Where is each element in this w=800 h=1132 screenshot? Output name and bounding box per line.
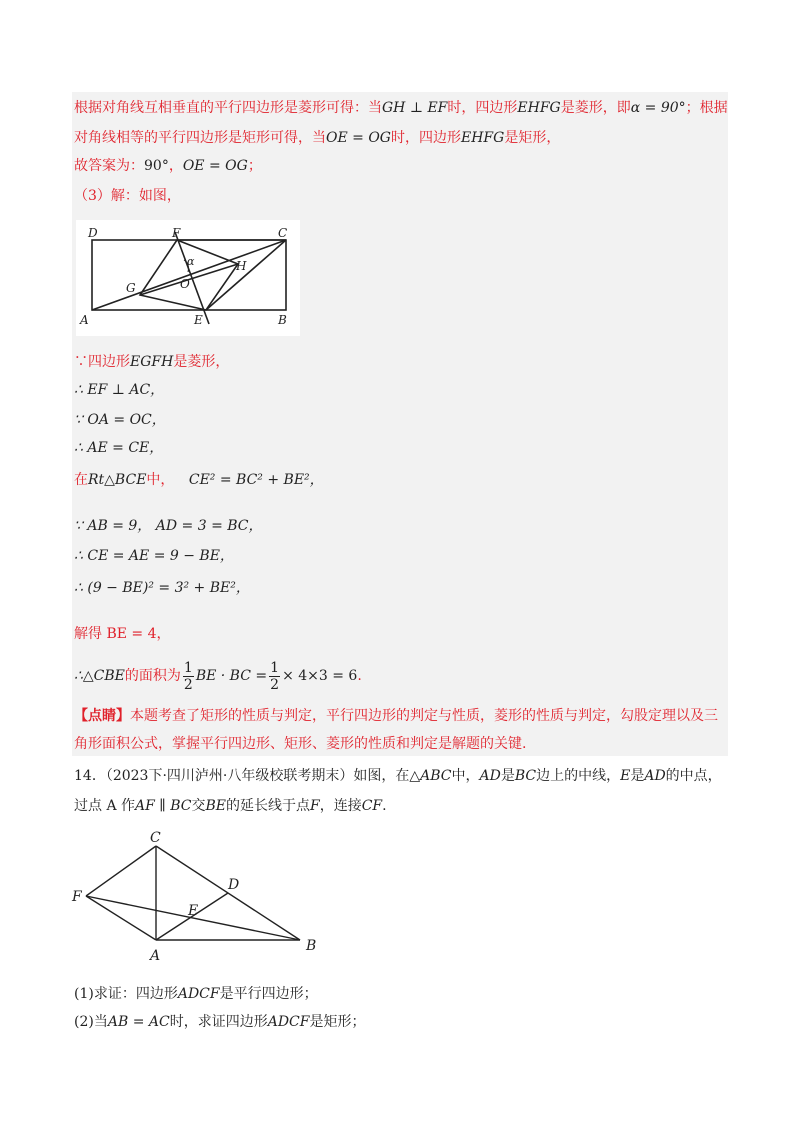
label-f: F [72, 889, 82, 905]
label-d: D [88, 226, 98, 240]
math-gh-perp-ef: GH ⊥ EF [382, 100, 448, 116]
label-o: O [180, 277, 190, 291]
label-b: B [278, 313, 287, 327]
step-1: ∵四边形EGFH是菱形， [74, 354, 230, 370]
part3-heading: （3）解：如图， [74, 188, 181, 204]
step-2: ∴ EF ⊥ AC， [74, 382, 165, 398]
step-7: ∴ CE = AE = 9 − BE， [74, 548, 234, 564]
label-b: B [306, 938, 317, 954]
question-1: (1)求证：四边形ADCF是平行四边形； [74, 986, 318, 1002]
step-5: 在Rt△BCE中， CE² = BC² + BE²， [74, 472, 324, 488]
label-alpha: α [187, 255, 195, 268]
question-2: (2)当AB = AC时，求证四边形ADCF是矩形； [74, 1014, 366, 1030]
step-6: ∵ AB = 9， AD = 3 = BC， [74, 518, 263, 534]
label-c: C [150, 830, 161, 846]
solution-para1: 根据对角线互相垂直的平行四边形是菱形可得：当GH ⊥ EF时，四边形EHFG是菱形，即α = 90°；根据 [74, 100, 728, 116]
label-h: H [236, 259, 247, 273]
label-e: E [188, 903, 199, 919]
label-f: F [172, 226, 181, 240]
rectangle-rhombus-figure [76, 220, 300, 336]
label-c: C [278, 226, 288, 240]
label-a: A [80, 313, 89, 327]
comment-line1: 【点睛】本题考查了矩形的性质与判定，平行四边形的判定与性质，菱形的性质与判定，勾股定理以及三 [74, 708, 718, 724]
triangle-abc-figure [70, 826, 330, 970]
step-3: ∵ OA = OC， [74, 412, 166, 428]
problem14-line2: 过点 A 作AF ∥ BC交BE的延长线于点F，连接CF. [74, 798, 387, 814]
label-g: G [126, 281, 136, 295]
step-4: ∴ AE = CE， [74, 440, 164, 456]
label-d: D [228, 877, 240, 893]
label-e: E [194, 313, 203, 327]
segment-fc [86, 846, 156, 896]
problem14-line1: 14．（2023下·四川泸州·八年级校联考期末）如图，在△ABC中，AD是BC边上的中线，E是AD的中点， [74, 768, 722, 784]
step-8: ∴ (9 − BE)² = 3² + BE²， [74, 580, 250, 596]
label-a: A [150, 948, 161, 964]
step-9: 解得 BE = 4， [74, 626, 171, 642]
solution-para2: 对角线相等的平行四边形是矩形可得，当OE = OG时，四边形EHFG是矩形， [74, 130, 561, 146]
answer-line: 故答案为：90°，OE = OG； [74, 158, 262, 174]
step-10: ∴△CBE的面积为 $\frac{1}{2}$ BE · BC = $\frac{1}{2}$ × 4×3 = 6. [74, 659, 362, 693]
comment-line2: 角形面积公式，掌握平行四边形、矩形、菱形的性质和判定是解题的关键. [74, 736, 527, 752]
